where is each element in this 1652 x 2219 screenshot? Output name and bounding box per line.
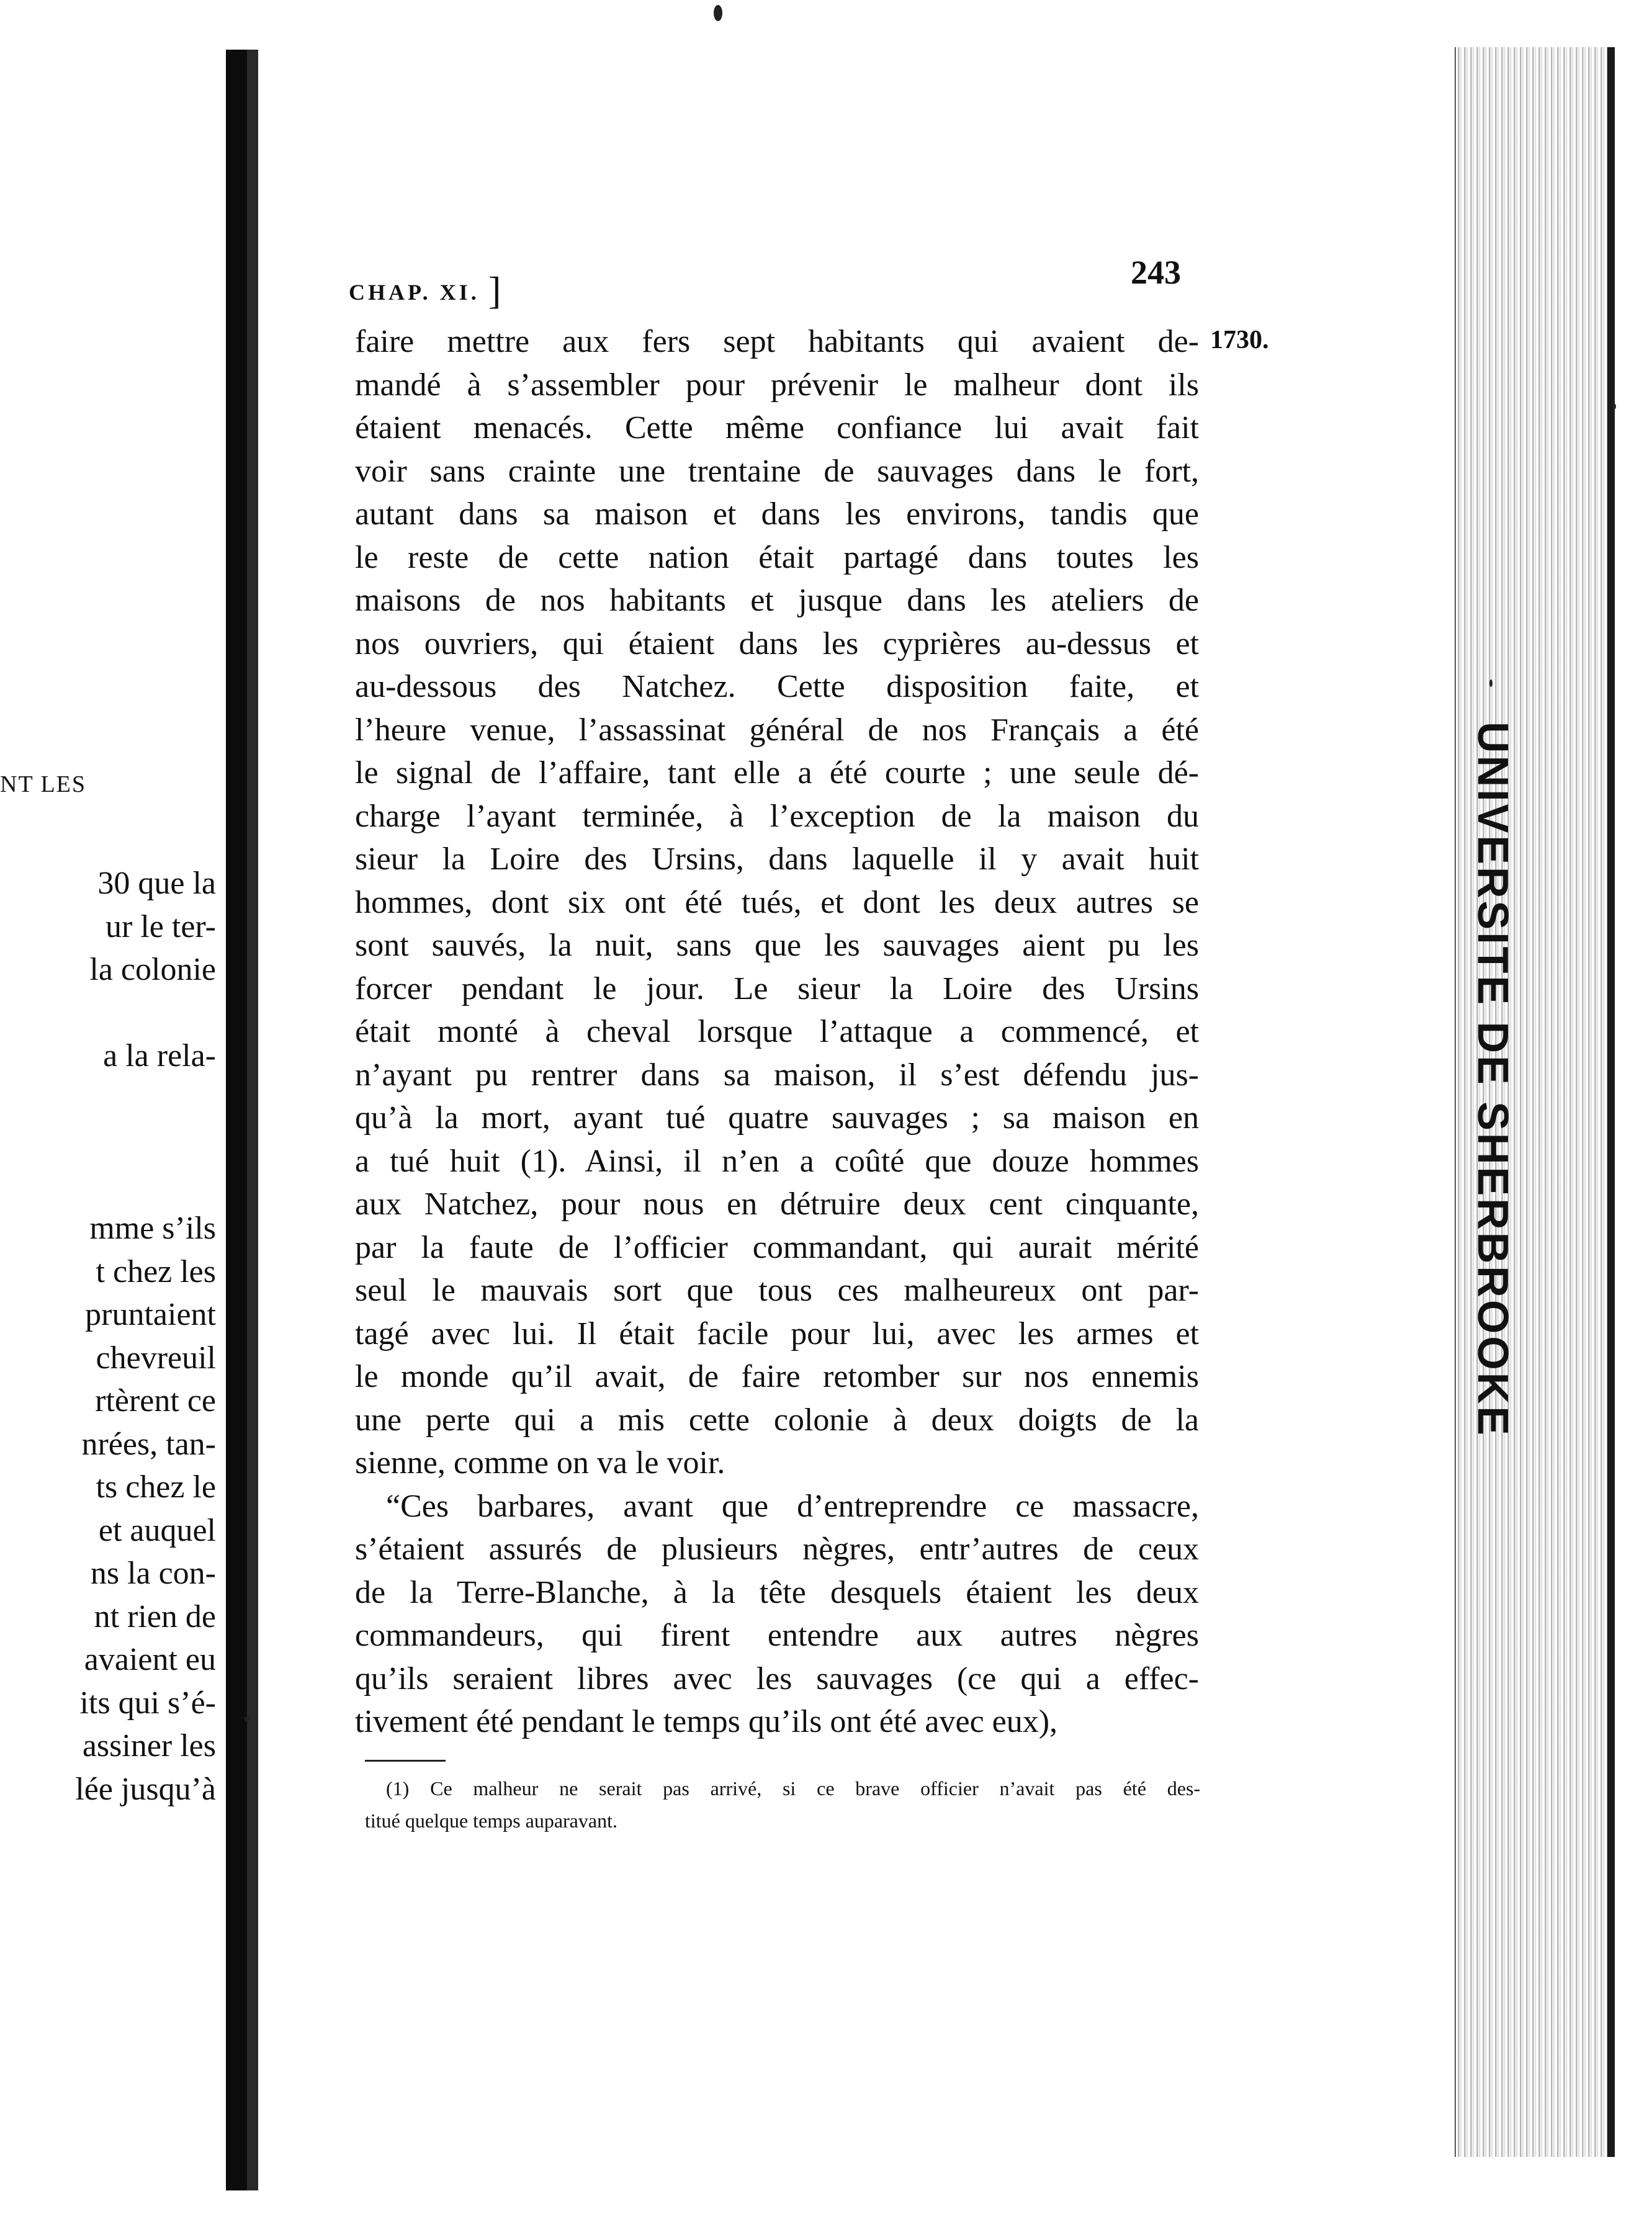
running-head-bracket: ] — [488, 270, 505, 312]
left-page-line: nrées, tan- — [81, 1427, 216, 1462]
body-line: qu’ils seraient libres avec les sauvages (ce qui a effec- — [355, 1661, 1199, 1697]
body-line: le reste de cette nation était partagé dans toutes les — [355, 540, 1199, 575]
left-page-line: et auquel — [98, 1513, 216, 1548]
left-page-line: a la rela- — [103, 1038, 216, 1074]
page-number: 243 — [1131, 254, 1181, 291]
body-line: seul le mauvais sort que tous ces malheureux ont par- — [355, 1273, 1199, 1308]
body-line: commandeurs, qui firent entendre aux autres nègres — [355, 1618, 1199, 1653]
body-line: s’étaient assurés de plusieurs nègres, entr’autres de ceux — [355, 1531, 1199, 1567]
body-line: le signal de l’affaire, tant elle a été courte ; une seule dé- — [355, 755, 1199, 791]
footnote-line: titué quelque temps auparavant. — [365, 1809, 617, 1832]
body-line: forcer pendant le jour. Le sieur la Loire des Ursins — [355, 971, 1199, 1006]
body-line: étaient menacés. Cette même confiance lui avait fait — [355, 410, 1199, 446]
left-page-line: rtèrent ce — [95, 1383, 216, 1419]
left-page-line: ts chez le — [96, 1469, 216, 1505]
library-stamp-text: UNIVERSITE DE SHERBROOKE — [1469, 722, 1517, 1438]
left-page-line: 30 que la — [97, 866, 216, 901]
body-line: charge l’ayant terminée, à l’exception de la maison du — [355, 799, 1199, 834]
left-page-running-head: NT LES — [0, 771, 87, 797]
left-page-line: chevreuil — [96, 1340, 216, 1376]
body-line: tivement été pendant le temps qu’ils ont été avec eux), — [355, 1704, 1058, 1739]
body-line: sieur la Loire des Ursins, dans laquelle il y avait huit — [355, 841, 1199, 877]
scan-speck — [714, 5, 722, 21]
body-line: a tué huit (1). Ainsi, il n’en a coûté que douze hommes — [355, 1144, 1199, 1179]
left-page-line: ns la con- — [90, 1556, 216, 1591]
body-line: au-dessous des Natchez. Cette disposition faite, et — [355, 669, 1199, 704]
left-page-line: la colonie — [89, 952, 216, 987]
body-line: sienne, comme on va le voir. — [355, 1445, 725, 1481]
left-page-line: nt rien de — [94, 1599, 216, 1634]
margin-year-note: 1730. — [1210, 326, 1269, 354]
body-line: n’ayant pu rentrer dans sa maison, il s’est défendu jus- — [355, 1057, 1199, 1093]
chapter-label: CHAP. XI. — [349, 280, 480, 305]
body-line: le monde qu’il avait, de faire retomber sur nos ennemis — [355, 1359, 1199, 1394]
body-line: maisons de nos habitants et jusque dans les ateliers de — [355, 583, 1199, 618]
left-page-line: its qui s’é- — [79, 1685, 216, 1721]
book-gutter-shadow — [247, 50, 258, 2190]
body-line: par la faute de l’officier commandant, qui aurait mérité — [355, 1230, 1199, 1265]
body-line: l’heure venue, l’assassinat général de nos Français a été — [355, 712, 1199, 748]
body-line: “Ces barbares, avant que d’entreprendre ce massacre, — [386, 1489, 1199, 1524]
body-line: de la Terre-Blanche, à la tête desquels étaient les deux — [355, 1575, 1199, 1610]
body-line: tagé avec lui. Il était facile pour lui, avec les armes et — [355, 1316, 1199, 1352]
footnote-line: (1) Ce malheur ne serait pas arrivé, si ce brave officier n’avait pas été des- — [386, 1777, 1200, 1800]
scan-speck — [245, 1716, 249, 1721]
body-line: une perte qui a mis cette colonie à deux doigts de la — [355, 1402, 1199, 1438]
footnote-rule — [365, 1760, 446, 1762]
left-page-line: avaient eu — [84, 1642, 216, 1677]
left-page-line: mme s’ils — [89, 1211, 216, 1246]
left-page-line: ur le ter- — [105, 909, 216, 944]
scan-speck — [1489, 679, 1493, 687]
body-line: autant dans sa maison et dans les environs, tandis que — [355, 496, 1199, 532]
left-facing-page — [0, 56, 225, 2190]
page-block-shadow — [1607, 47, 1615, 2157]
library-stamp — [1462, 722, 1524, 1438]
left-page-line: pruntaient — [85, 1297, 216, 1332]
body-line: nos ouvriers, qui étaient dans les cyprières au-dessus et — [355, 626, 1199, 661]
body-line: voir sans crainte une trentaine de sauvages dans le fort, — [355, 454, 1199, 489]
left-page-line: assiner les — [82, 1728, 216, 1764]
running-head — [349, 269, 504, 313]
body-line: sont sauvés, la nuit, sans que les sauvages aient pu les — [355, 928, 1199, 963]
body-line: qu’à la mort, ayant tué quatre sauvages ; sa maison en — [355, 1100, 1199, 1136]
scan-speck — [1612, 403, 1616, 410]
body-line: hommes, dont six ont été tués, et dont les deux autres se — [355, 885, 1199, 920]
left-page-line: t chez les — [96, 1254, 216, 1289]
body-line: mandé à s’assembler pour prévenir le malheur dont ils — [355, 367, 1199, 403]
body-line: aux Natchez, pour nous en détruire deux cent cinquante, — [355, 1186, 1199, 1222]
body-line: faire mettre aux fers sept habitants qui avaient de- — [355, 324, 1199, 359]
left-page-line: lée jusqu’à — [75, 1772, 216, 1807]
body-line: était monté à cheval lorsque l’attaque a commencé, et — [355, 1014, 1199, 1049]
